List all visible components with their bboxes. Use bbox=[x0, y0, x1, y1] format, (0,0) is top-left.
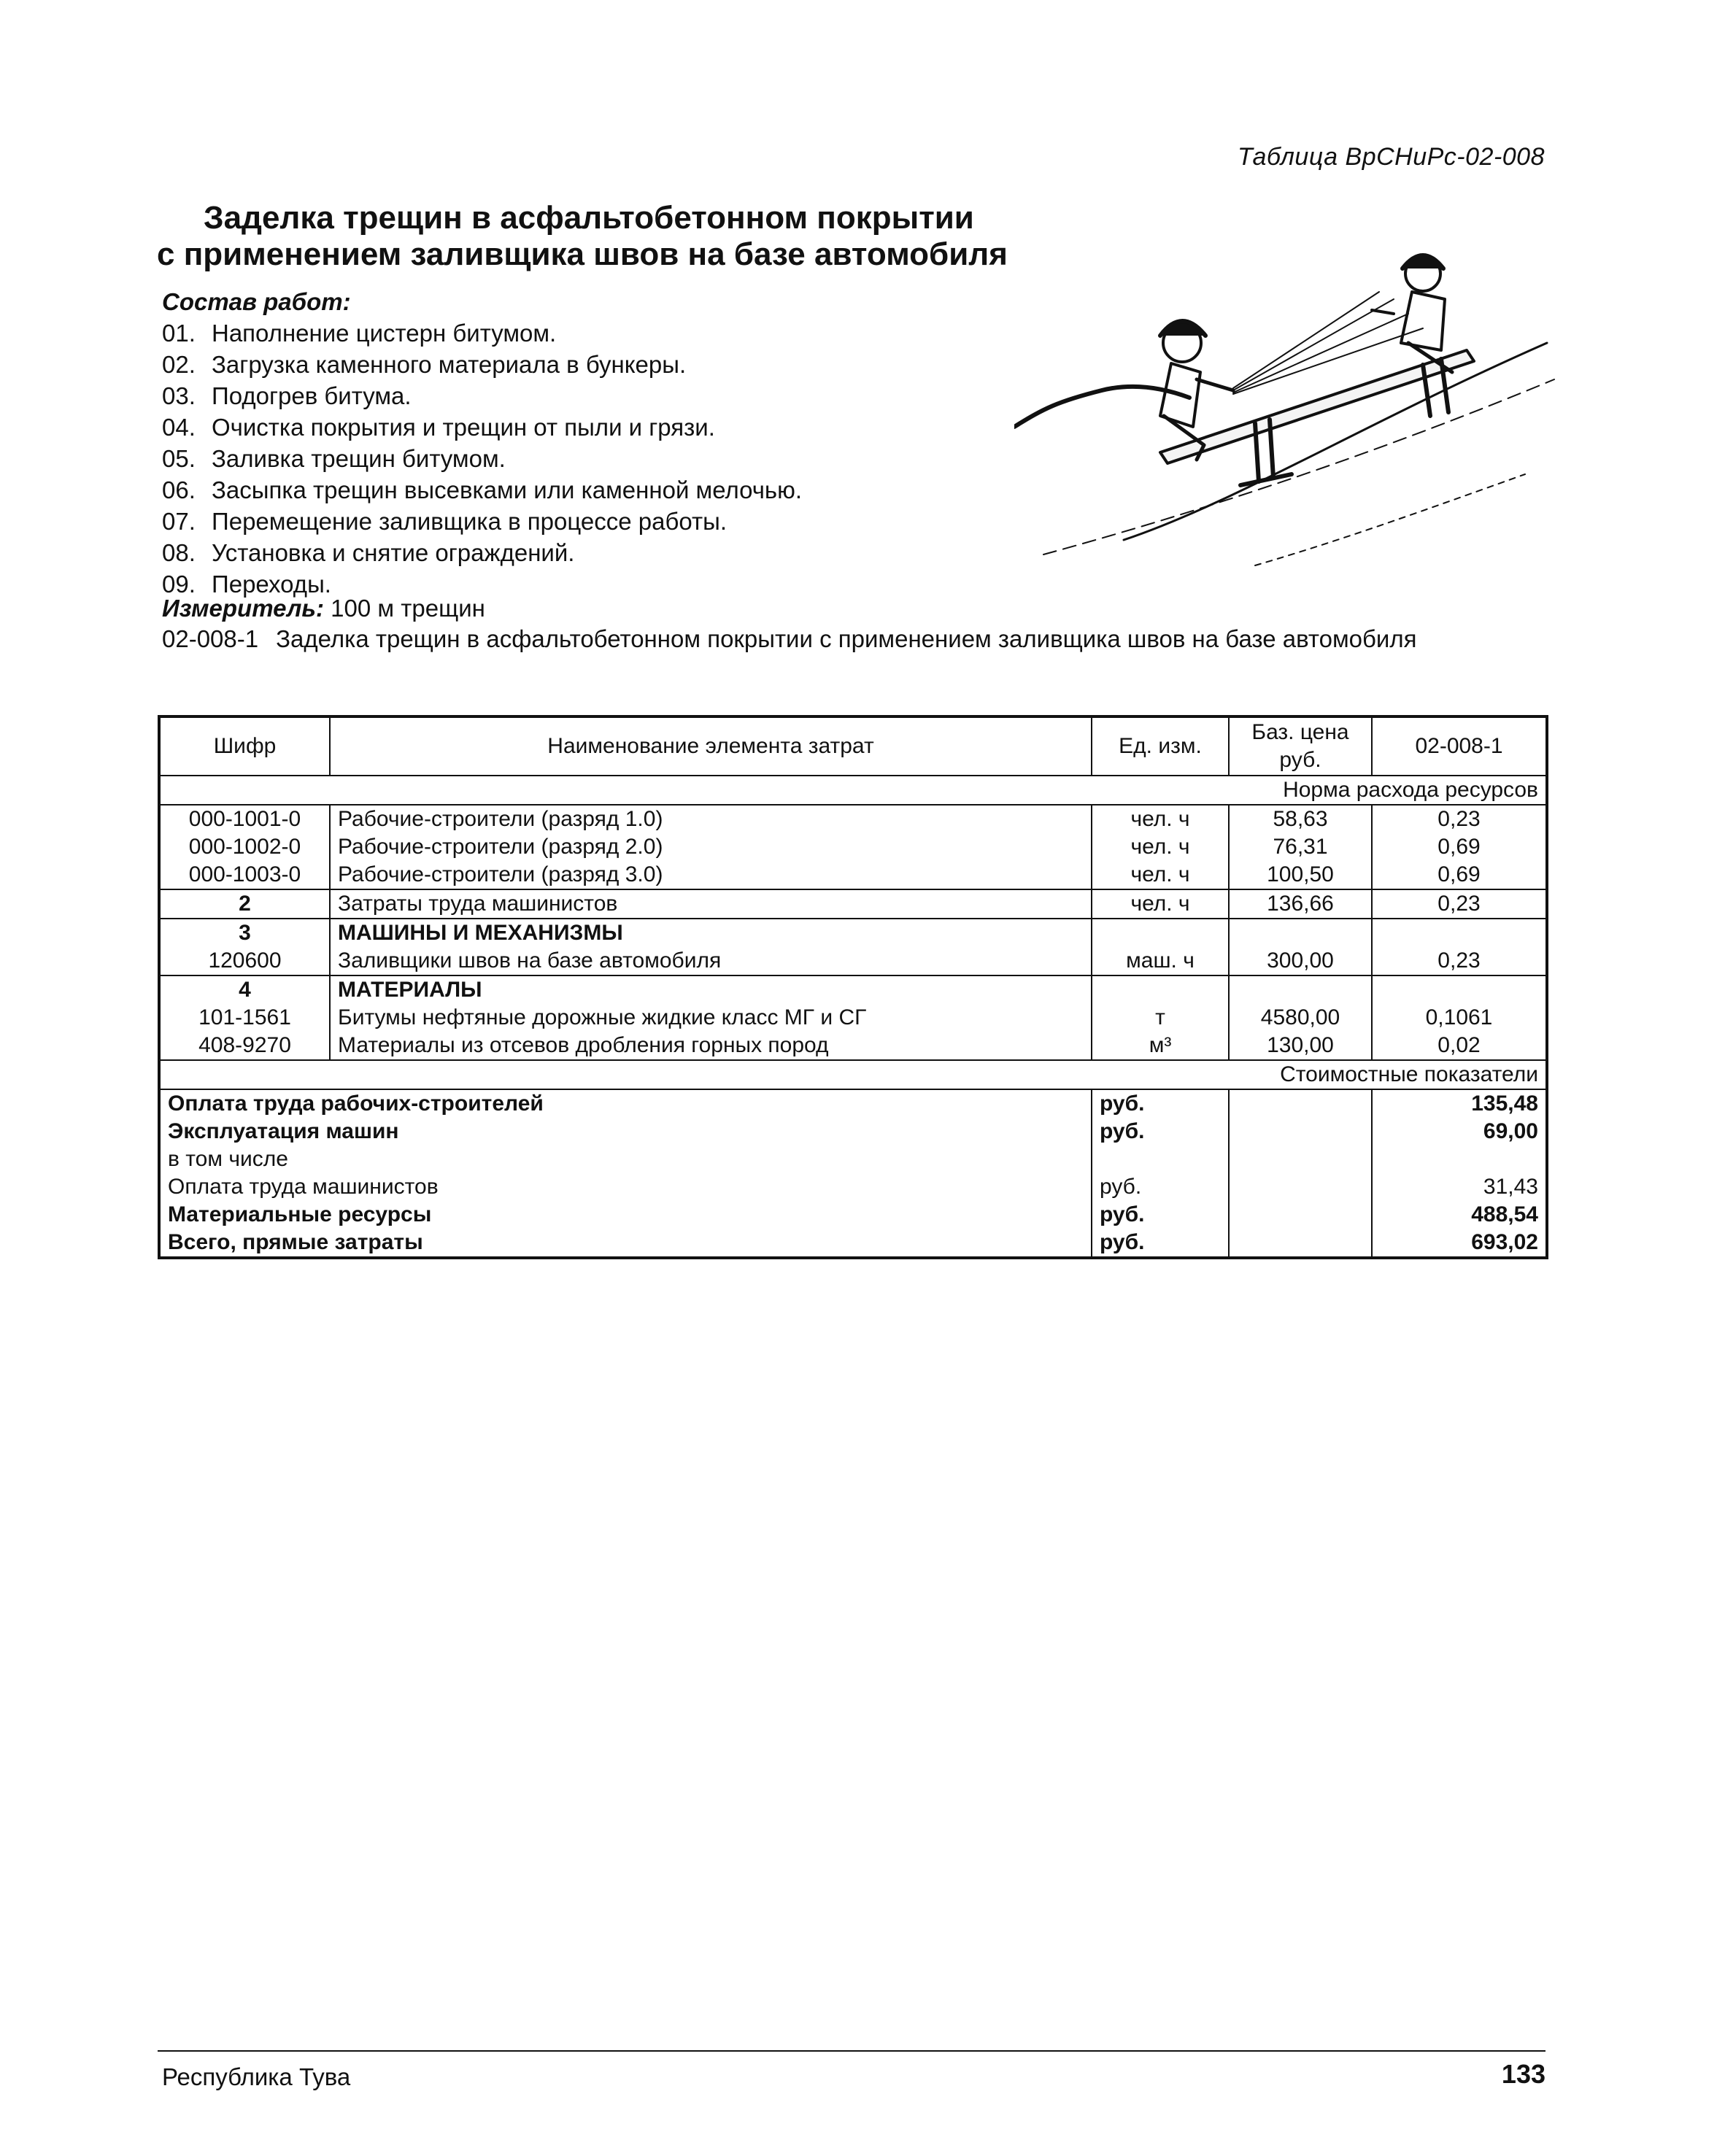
work-item bbox=[162, 474, 802, 506]
row-code: 408-9270 bbox=[159, 1032, 330, 1060]
group-row-machines bbox=[159, 919, 1547, 947]
table-row bbox=[159, 833, 1547, 861]
work-composition-heading: Состав работ: bbox=[162, 288, 351, 315]
row-code: 000-1001-0 bbox=[159, 805, 330, 833]
work-item-text: Заливка трещин битумом. bbox=[212, 445, 506, 472]
meter-value: 100 м трещин bbox=[331, 595, 485, 622]
row-price: 4580,00 bbox=[1229, 1004, 1372, 1032]
row-name: Заливщики швов на базе автомобиля bbox=[330, 947, 1092, 975]
cost-row bbox=[159, 1089, 1547, 1118]
work-composition bbox=[162, 286, 802, 600]
work-item-text: Очистка покрытия и трещин от пыли и грязи. bbox=[212, 414, 715, 441]
work-item bbox=[162, 506, 802, 537]
row-unit: маш. ч bbox=[1092, 947, 1229, 975]
row-price: 130,00 bbox=[1229, 1032, 1372, 1060]
document-title bbox=[157, 200, 1105, 273]
row-unit: чел. ч bbox=[1092, 861, 1229, 889]
row-name: Материалы из отсевов дробления горных пород bbox=[330, 1032, 1092, 1060]
row-price: 136,66 bbox=[1229, 889, 1372, 919]
work-item-text: Засыпка трещин высевками или каменной мелочью. bbox=[212, 476, 803, 503]
cost-unit: руб. bbox=[1092, 1118, 1229, 1145]
row-unit: т bbox=[1092, 1004, 1229, 1032]
work-item-number: 08. bbox=[162, 539, 196, 566]
cost-row bbox=[159, 1173, 1547, 1201]
row-unit: чел. ч bbox=[1092, 805, 1229, 833]
cost-unit: руб. bbox=[1092, 1089, 1229, 1118]
section-title: Норма расхода ресурсов bbox=[1229, 776, 1547, 805]
row-value: 0,02 bbox=[1372, 1032, 1547, 1060]
header-unit: Ед. изм. bbox=[1092, 716, 1229, 776]
cost-name: Всего, прямые затраты bbox=[159, 1229, 1092, 1258]
row-code: 120600 bbox=[159, 947, 330, 975]
work-item-text: Подогрев битума. bbox=[212, 382, 412, 409]
cost-unit: руб. bbox=[1092, 1201, 1229, 1229]
header-norm-column: 02-008-1 bbox=[1372, 716, 1547, 776]
cost-value: 693,02 bbox=[1471, 1230, 1538, 1254]
cost-name: Оплата труда машинистов bbox=[159, 1173, 1092, 1201]
row-price: 300,00 bbox=[1229, 947, 1372, 975]
work-item-number: 04. bbox=[162, 414, 196, 441]
work-item-text: Установка и снятие ограждений. bbox=[212, 539, 575, 566]
cost-name: Эксплуатация машин bbox=[159, 1118, 1092, 1145]
cost-row bbox=[159, 1229, 1547, 1258]
row-code: 000-1003-0 bbox=[159, 861, 330, 889]
work-item bbox=[162, 380, 802, 412]
row-name: Затраты труда машинистов bbox=[330, 889, 1092, 919]
page-number: 133 bbox=[1501, 2059, 1545, 2089]
row-price: 100,50 bbox=[1229, 861, 1372, 889]
row-name: Рабочие-строители (разряд 2.0) bbox=[330, 833, 1092, 861]
work-item-number: 01. bbox=[162, 320, 196, 347]
work-item bbox=[162, 443, 802, 474]
cost-name: в том числе bbox=[159, 1145, 1092, 1173]
table-row bbox=[159, 1032, 1547, 1060]
row-code: 000-1002-0 bbox=[159, 833, 330, 861]
header-price: Баз. цена руб. bbox=[1229, 716, 1372, 776]
work-item bbox=[162, 349, 802, 380]
resource-table bbox=[158, 715, 1548, 1259]
table-row bbox=[159, 861, 1547, 889]
work-item-number: 03. bbox=[162, 382, 196, 409]
row-value: 0,23 bbox=[1438, 807, 1481, 831]
cost-name: Материальные ресурсы bbox=[159, 1201, 1092, 1229]
group-code: 3 bbox=[159, 919, 330, 947]
title-line-1: Заделка трещин в асфальтобетонном покрытии bbox=[204, 200, 974, 236]
meter-line bbox=[162, 595, 485, 622]
work-item-text: Перемещение заливщика в процессе работы. bbox=[212, 508, 728, 535]
row-price: 58,63 bbox=[1229, 805, 1372, 833]
header-code: Шифр bbox=[159, 716, 330, 776]
table-header-row bbox=[159, 716, 1547, 776]
cost-value: 31,43 bbox=[1483, 1175, 1538, 1199]
footer-region: Республика Тува bbox=[162, 2063, 351, 2090]
title-line-2: с применением заливщика швов на базе автомобиля bbox=[157, 236, 1008, 272]
row-price: 76,31 bbox=[1229, 833, 1372, 861]
group-code: 4 bbox=[159, 975, 330, 1004]
norm-code: 02-008-1 bbox=[162, 625, 259, 652]
work-item-number: 06. bbox=[162, 476, 196, 503]
row-name: Рабочие-строители (разряд 1.0) bbox=[330, 805, 1092, 833]
work-item-number: 09. bbox=[162, 571, 196, 598]
cost-unit: руб. bbox=[1092, 1229, 1229, 1258]
row-unit: чел. ч bbox=[1092, 889, 1229, 919]
row-unit: м³ bbox=[1092, 1032, 1229, 1060]
section-row-costs bbox=[159, 1060, 1547, 1089]
group-row-materials bbox=[159, 975, 1547, 1004]
table-row bbox=[159, 1004, 1547, 1032]
work-item bbox=[162, 412, 802, 443]
work-item bbox=[162, 317, 802, 349]
row-value: 0,69 bbox=[1438, 835, 1481, 859]
norm-code-line bbox=[162, 625, 1416, 653]
work-item-number: 05. bbox=[162, 445, 196, 472]
row-name: Рабочие-строители (разряд 3.0) bbox=[330, 861, 1092, 889]
cost-name: Оплата труда рабочих-строителей bbox=[159, 1089, 1092, 1118]
work-item-number: 02. bbox=[162, 351, 196, 378]
section-row-norm bbox=[159, 776, 1547, 805]
work-item-text: Переходы. bbox=[212, 571, 331, 598]
cost-unit: руб. bbox=[1092, 1173, 1229, 1201]
row-name: Битумы нефтяные дорожные жидкие класс МГ и СГ bbox=[330, 1004, 1092, 1032]
table-reference: Таблица ВрСНиРс-02-008 bbox=[1237, 143, 1545, 171]
work-item-text: Загрузка каменного материала в бункеры. bbox=[212, 351, 687, 378]
section-title: Стоимостные показатели bbox=[1229, 1060, 1547, 1089]
work-item-text: Наполнение цистерн битумом. bbox=[212, 320, 557, 347]
table-row bbox=[159, 889, 1547, 919]
cost-row bbox=[159, 1118, 1547, 1145]
cost-value: 488,54 bbox=[1471, 1202, 1538, 1226]
header-name: Наименование элемента затрат bbox=[330, 716, 1092, 776]
group-name: МАТЕРИАЛЫ bbox=[330, 975, 1092, 1004]
work-item bbox=[162, 537, 802, 568]
table-row bbox=[159, 805, 1547, 833]
footer-divider bbox=[158, 2050, 1545, 2052]
cost-value: 135,48 bbox=[1471, 1091, 1538, 1116]
group-name: МАШИНЫ И МЕХАНИЗМЫ bbox=[330, 919, 1092, 947]
cost-row bbox=[159, 1201, 1547, 1229]
row-code: 101-1561 bbox=[159, 1004, 330, 1032]
row-value: 0,23 bbox=[1372, 947, 1547, 975]
work-item-number: 07. bbox=[162, 508, 196, 535]
norm-description: Заделка трещин в асфальтобетонном покрытии с применением заливщика швов на базе автомобиля bbox=[276, 625, 1417, 652]
row-value: 0,69 bbox=[1372, 861, 1547, 889]
table-row bbox=[159, 947, 1547, 975]
row-value: 0,1061 bbox=[1425, 1005, 1493, 1029]
row-code: 2 bbox=[159, 889, 330, 919]
cost-row bbox=[159, 1145, 1547, 1173]
row-value: 0,23 bbox=[1372, 889, 1547, 919]
cost-value: 69,00 bbox=[1483, 1119, 1538, 1143]
meter-label: Измеритель: bbox=[162, 595, 324, 622]
row-unit: чел. ч bbox=[1092, 833, 1229, 861]
worker-illustration bbox=[1014, 233, 1569, 576]
